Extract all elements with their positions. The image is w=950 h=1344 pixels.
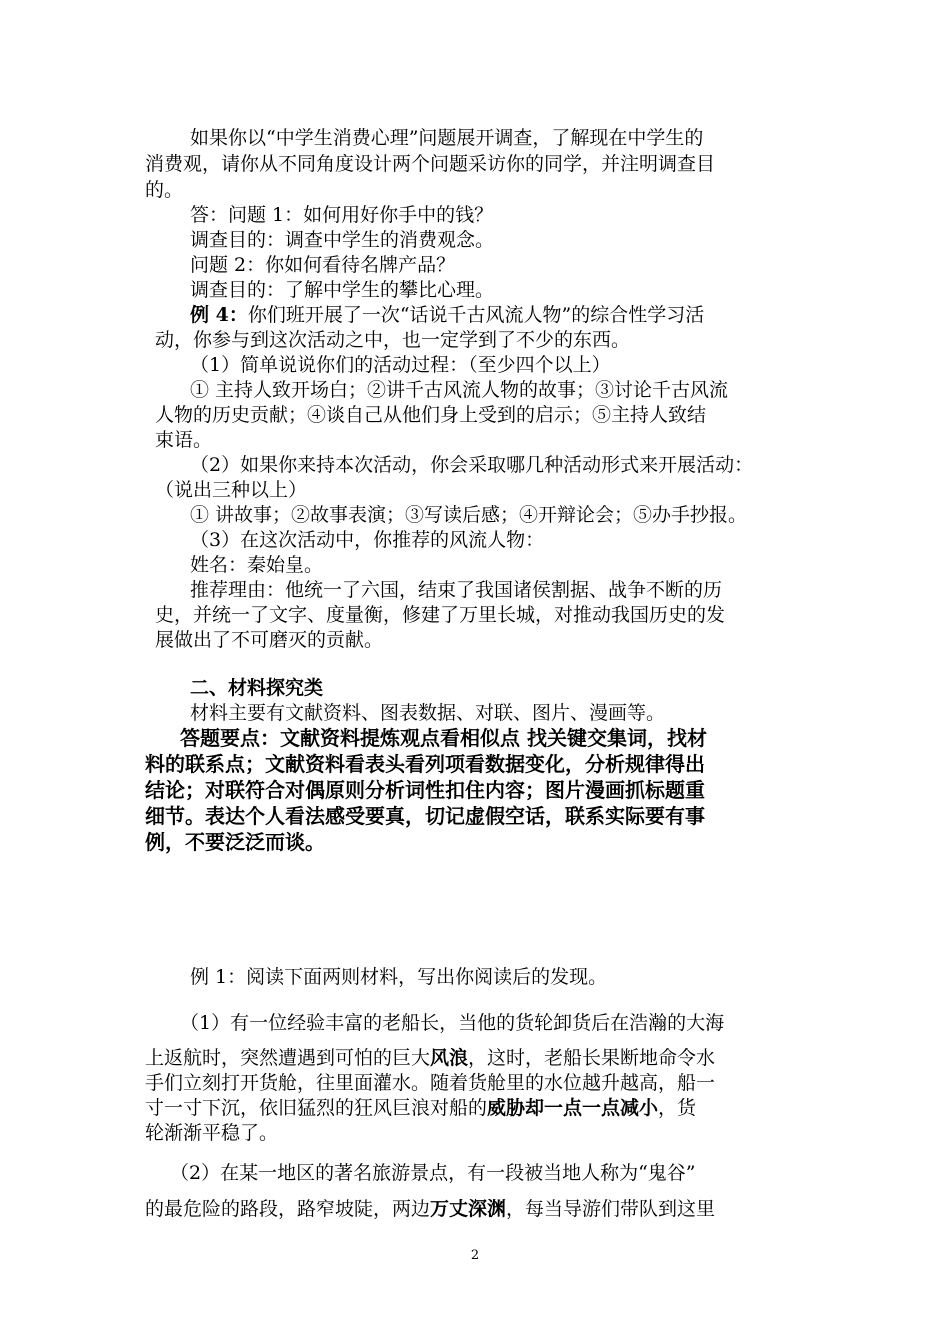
text-line: 动，你参与到这次活动之中，也一定学到了不少的东西。 (155, 329, 631, 351)
example-1-line: 例 1：阅读下面两则材料，写出你阅读后的发现。 (190, 966, 608, 988)
key-points-line: 料的联系点；文献资料看表头看列项看数据变化，分析规律得出 (145, 752, 705, 776)
text-span: 上返航时，突然遭遇到可怕的巨大 (145, 1047, 431, 1069)
text-line: 调查目的：调查中学生的消费观念。 (190, 229, 495, 251)
text-line: 问题 2：你如何看待名牌产品？ (190, 254, 456, 276)
bold-span: 风浪 (430, 1047, 469, 1069)
text-line: 答：问题 1：如何用好你手中的钱？ (190, 204, 494, 226)
text-line: （2）在某一地区的著名旅游景点，有一段被当地人称为“鬼谷” (170, 1162, 696, 1184)
text-line: （1）有一位经验丰富的老船长，当他的货轮卸货后在浩瀚的大海 (180, 1012, 725, 1034)
example-text: 你们班开展了一次“话说千古风流人物”的综合性学习活 (247, 304, 705, 326)
text-line: 手们立刻打开货舱，往里面灌水。随着货舱里的水位越升越高，船一 (145, 1072, 716, 1094)
text-line: （1）简单说说你们的活动过程：（至少四个以上） (190, 354, 611, 376)
text-line: （说出三种以上） (155, 479, 308, 501)
text-line: 如果你以“中学生消费心理”问题展开调查，了解现在中学生的 (190, 127, 704, 149)
key-points-line: 答题要点：文献资料提炼观点看相似点 找关键交集词，找材 (180, 726, 707, 750)
text-span: 寸一寸下沉，依旧猛烈的狂风巨浪对船的 (145, 1097, 488, 1119)
bold-span: 威胁却一点一点减小 (487, 1097, 659, 1119)
example-label: 例 4： (190, 304, 248, 326)
text-line: 的。 (145, 179, 184, 201)
text-line: 史，并统一了文字、度量衡，修建了万里长城，对推动我国历史的发 (155, 604, 726, 626)
text-line: 展做出了不可磨灭的贡献。 (155, 629, 384, 651)
text-line: 调查目的：了解中学生的攀比心理。 (190, 279, 495, 301)
text-line: 人物的历史贡献；④谈自己从他们身上受到的启示；⑤主持人致结 (155, 404, 707, 426)
text-span: 的最危险的路段，路窄坡陡，两边 (145, 1198, 431, 1220)
bold-span: 万丈深渊 (430, 1198, 507, 1220)
text-line: 束语。 (155, 429, 213, 451)
text-line (145, 1196, 715, 1222)
text-line: 轮渐渐平稳了。 (145, 1122, 279, 1144)
text-line: ① 讲故事；②故事表演；③写读后感；④开辩论会；⑤办手抄报。 (190, 504, 748, 526)
text-line: 推荐理由：他统一了六国，结束了我国诸侯割据、战争不断的历 (190, 579, 723, 601)
example-4-line (190, 302, 704, 328)
text-line (145, 1045, 715, 1071)
text-span: ，这时，老船长果断地命令水 (468, 1047, 716, 1069)
section-heading: 二、材料探究类 (190, 677, 324, 699)
text-line: ① 主持人致开场白；②讲千古风流人物的故事；③讨论千古风流 (190, 379, 729, 401)
key-points-line: 细节。表达个人看法感受要真，切记虚假空话，联系实际要有事 (145, 804, 705, 828)
key-points-line: 例，不要泛泛而谈。 (145, 830, 325, 854)
text-line: 姓名：秦始皇。 (190, 554, 324, 576)
text-line: 材料主要有文献资料、图表数据、对联、图片、漫画等。 (190, 702, 666, 724)
key-points-line: 结论；对联符合对偶原则分析词性扣住内容；图片漫画抓标题重 (145, 778, 705, 802)
text-span: ，货 (658, 1097, 697, 1119)
text-line: （3）在这次活动中，你推荐的风流人物： (190, 529, 545, 551)
text-line (145, 1095, 696, 1121)
text-line: （2）如果你来持本次活动，你会采取哪几种活动形式来开展活动： (190, 454, 754, 476)
text-span: ，每当导游们带队到这里 (506, 1198, 716, 1220)
page-number: 2 (470, 1248, 480, 1263)
text-line: 消费观，请你从不同角度设计两个问题采访你的同学，并注明调查目 (145, 153, 716, 175)
